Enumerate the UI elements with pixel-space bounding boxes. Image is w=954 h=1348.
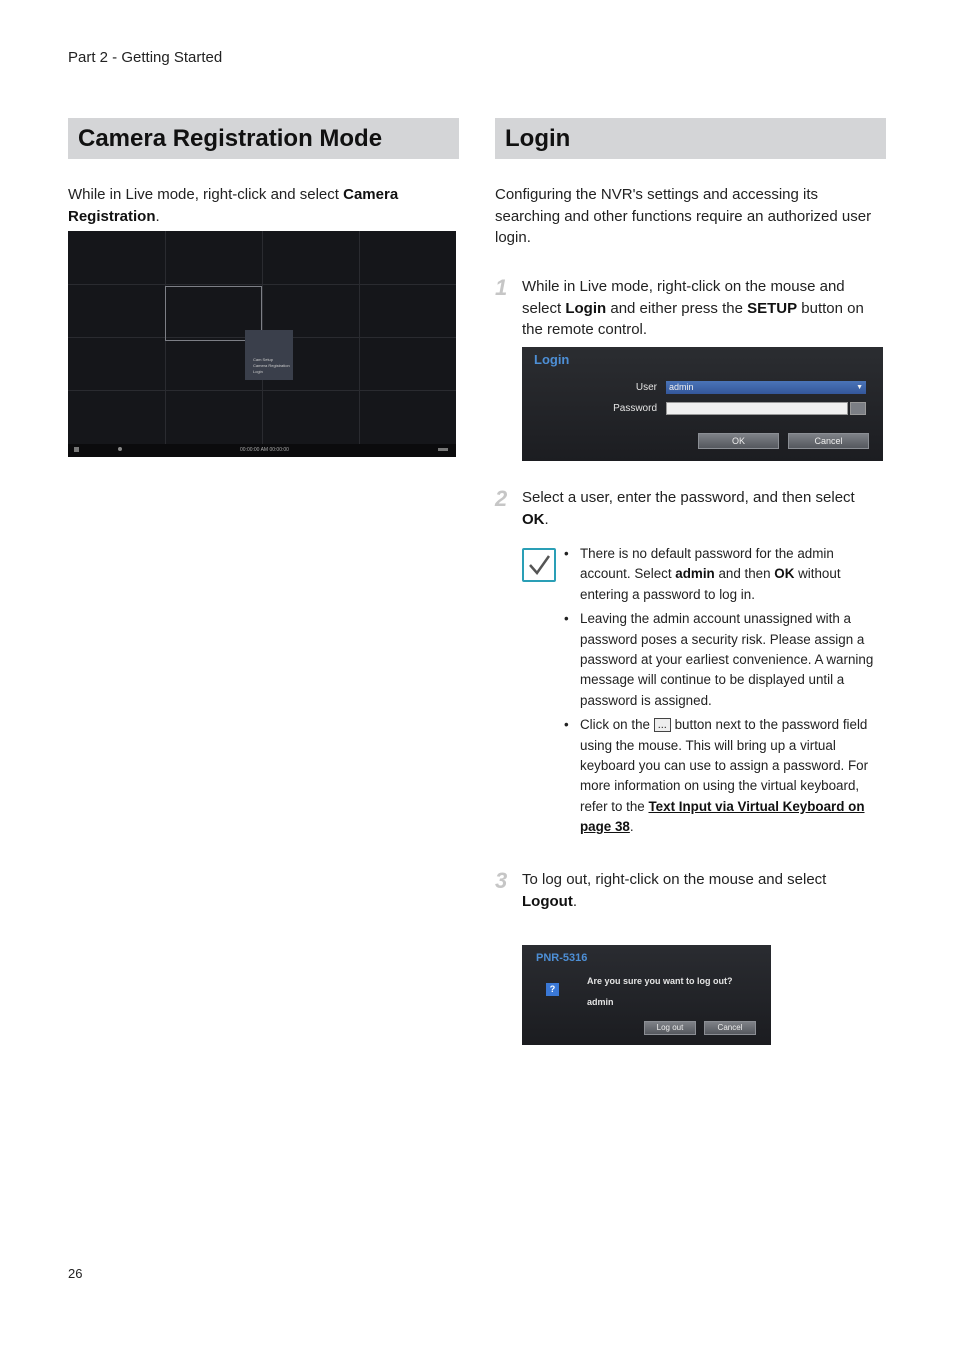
question-icon: ?	[546, 983, 559, 996]
step-2-text	[522, 487, 882, 530]
context-menu	[245, 330, 293, 380]
ellipsis-button-icon: ...	[654, 718, 671, 732]
step-bold: Logout	[522, 892, 573, 910]
cancel-button[interactable]: Cancel	[788, 433, 869, 449]
status-time: 00:00:00 AM 00:00:00	[240, 447, 289, 453]
camera-registration-intro	[68, 184, 453, 227]
menu-icon	[74, 447, 79, 452]
step-3-text	[522, 869, 882, 912]
page-number: 26	[68, 1266, 83, 1281]
status-bar	[68, 444, 456, 457]
context-menu-item: Camera Registration	[253, 363, 290, 368]
login-intro: Configuring the NVR's settings and accessing its searching and other functions require an authorized user login.	[495, 186, 872, 246]
step-text: button on the remote control.	[522, 299, 864, 338]
login-dialog-title: Login	[534, 352, 570, 367]
checkmark-note-icon	[522, 548, 556, 582]
section-title-login: Login	[495, 118, 886, 159]
logout-user: admin	[587, 997, 614, 1007]
note-text: button next to the password field using the mouse. This will bring up a virtual keyboard you can use to assign a password. For more information on using the virtual keyboard, refer to the	[580, 717, 869, 814]
note-bold: admin	[675, 566, 715, 582]
status-dot-icon	[118, 447, 122, 451]
step-text: While in Live mode, right-click on the mouse and select	[522, 278, 845, 317]
note-text: Click on the	[580, 717, 654, 733]
keyboard-icon[interactable]	[850, 402, 866, 415]
note-bold: OK	[774, 566, 795, 582]
note-list	[562, 544, 874, 842]
step-text: .	[544, 510, 549, 528]
step-number: 3	[495, 868, 508, 893]
step-text: Select a user, enter the password, and then select	[522, 489, 855, 506]
logout-question: Are you sure you want to log out?	[587, 976, 733, 986]
live-mode-screenshot	[68, 231, 456, 457]
intro-suffix: .	[155, 207, 160, 225]
note-text: without entering a password to log in.	[580, 566, 841, 602]
section-title-camera-registration: Camera Registration Mode	[68, 118, 459, 159]
step-number: 1	[495, 275, 508, 300]
grid-divider	[68, 284, 456, 285]
step-bold: Login	[565, 299, 607, 317]
step-text: To log out, right-click on the mouse and select	[522, 871, 827, 888]
note-text: and then	[714, 566, 775, 582]
chevron-down-icon: ▼	[856, 384, 863, 391]
password-field[interactable]	[666, 402, 848, 415]
context-menu-item: Cam Setup	[253, 357, 274, 362]
grid-divider	[68, 390, 456, 391]
note-text: .	[629, 818, 634, 834]
user-value: admin	[669, 382, 694, 392]
note-text: There is no default password for the admin account. Select	[580, 546, 834, 582]
login-dialog-screenshot	[522, 347, 883, 461]
user-label: User	[635, 382, 657, 393]
settings-icon	[438, 448, 448, 451]
step-text: .	[572, 892, 577, 910]
user-select[interactable]	[666, 381, 866, 394]
step-number: 2	[495, 486, 508, 511]
context-menu-item: Login	[253, 369, 263, 374]
logout-dialog-title: PNR-5316	[536, 952, 588, 964]
note-item	[562, 544, 874, 605]
intro-text: While in Live mode, right-click and select	[68, 186, 344, 203]
step-bold: OK	[522, 510, 545, 528]
password-label: Password	[613, 403, 657, 414]
note-item: • Leaving the admin account unassigned with a password poses a security risk. Please assign a password at your earliest convenience. A warning message will continue to be displayed until a password is assigned.	[562, 609, 874, 710]
logout-dialog-screenshot	[522, 945, 771, 1045]
running-header: Part 2 - Getting Started	[68, 49, 223, 66]
note-item	[562, 715, 874, 837]
ok-button[interactable]: OK	[698, 433, 779, 449]
step-bold: SETUP	[747, 299, 798, 317]
logout-cancel-button[interactable]: Cancel	[704, 1021, 756, 1035]
step-text: and either press the	[606, 299, 748, 317]
virtual-keyboard-link[interactable]: Text Input via Virtual Keyboard on page 38	[580, 798, 865, 834]
step-1-text	[522, 276, 882, 341]
logout-button[interactable]: Log out	[644, 1021, 696, 1035]
intro-bold: Camera Registration	[68, 186, 399, 225]
